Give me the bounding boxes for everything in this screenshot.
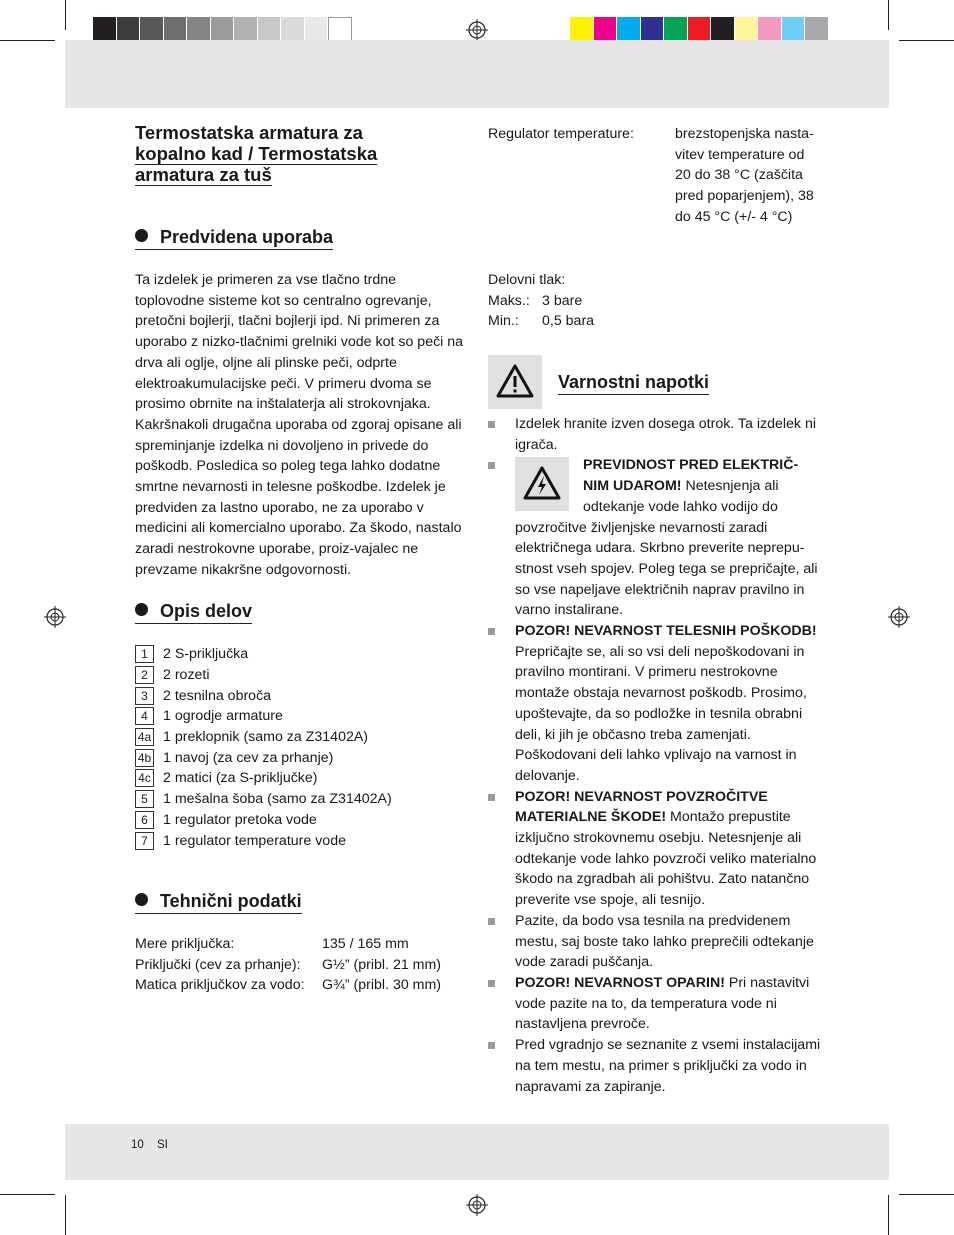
- color-swatch: [234, 17, 258, 42]
- bullet-square-icon: [488, 918, 495, 925]
- color-swatch: [782, 17, 806, 42]
- bullet-dot-icon: [135, 603, 148, 616]
- pressure-spec: [488, 270, 594, 332]
- bullet-square-icon: [488, 1042, 495, 1049]
- part-number: 1: [135, 645, 154, 663]
- page-number: 10: [131, 1139, 144, 1151]
- spec-label: Matica priključkov za vodo:: [135, 977, 305, 994]
- registration-mark-icon: [466, 19, 488, 41]
- crop-mark: [65, 0, 66, 30]
- registration-mark-icon: [44, 606, 66, 628]
- list-item: [135, 747, 392, 768]
- tech-table: [135, 934, 441, 996]
- crop-mark: [0, 40, 55, 41]
- crop-mark: [888, 0, 889, 30]
- section-heading-safety: Varnostni napotki: [558, 371, 709, 395]
- bullet-dot-icon: [135, 229, 148, 242]
- language-code: SI: [157, 1139, 168, 1151]
- list-item: POZOR! NEVARNOST OPARIN! Pri nastavitvi vode pazite na to, da temperatura vode ni nastavljena prevroče.: [488, 973, 822, 1035]
- list-item: [135, 706, 392, 727]
- list-item: Izdelek hranite izven dosega otrok. Ta izdelek ni igrača.: [488, 414, 822, 455]
- max-value: 3 bare: [542, 292, 583, 309]
- color-swatch: [664, 17, 688, 42]
- part-label: 2 rozeti: [163, 667, 210, 684]
- part-label: 1 regulator pretoka vode: [163, 811, 317, 828]
- color-swatch: [570, 17, 594, 42]
- part-number: 3: [135, 687, 154, 705]
- crop-mark: [888, 1195, 889, 1235]
- document-title: [135, 122, 465, 185]
- bullet-square-icon: [488, 794, 495, 801]
- color-swatch: [187, 17, 211, 42]
- part-label: 1 regulator temperature vode: [163, 832, 346, 849]
- color-swatch: [711, 17, 735, 42]
- part-number: 4a: [135, 728, 154, 746]
- list-item: [135, 789, 392, 810]
- bullet-square-icon: [488, 421, 495, 428]
- bullet-dot-icon: [135, 893, 148, 906]
- spec-value: 135 / 165 mm: [322, 936, 409, 952]
- color-swatch: [117, 17, 141, 42]
- regulator-label: Regulator temperature:: [488, 126, 634, 142]
- color-swatch: [140, 17, 164, 42]
- spec-value: G¾” (pribl. 30 mm): [322, 977, 442, 994]
- part-label: 1 mešalna šoba (samo za Z31402A): [163, 791, 392, 808]
- list-item: [135, 685, 392, 706]
- crop-mark: [899, 40, 954, 41]
- process-color-bar: [570, 17, 829, 42]
- title-line: armatura za tuš: [135, 164, 272, 185]
- title-line: kopalno kad / Termostatska: [135, 143, 378, 164]
- parts-list: [135, 644, 392, 851]
- color-swatch: [164, 17, 188, 42]
- part-number: 6: [135, 811, 154, 829]
- color-swatch: [93, 17, 117, 42]
- list-item: [135, 810, 392, 831]
- color-swatch: [688, 17, 712, 42]
- list-item: Pazite, da bodo vsa tesnila na predvidenem mestu, saj boste tako lahko preprečili odtekanje vode zaradi puščanja.: [488, 911, 822, 973]
- spec-value: G½” (pribl. 21 mm): [322, 956, 442, 973]
- electric-warning-box: [515, 457, 569, 511]
- part-label: 2 S-priključka: [163, 646, 249, 663]
- list-item: [135, 644, 392, 665]
- list-item: [135, 768, 392, 789]
- spec-label: Mere priključka:: [135, 936, 235, 952]
- list-item: [135, 665, 392, 686]
- color-swatch: [281, 17, 305, 42]
- color-swatch: [805, 17, 829, 42]
- safety-list: [488, 414, 822, 1097]
- list-item: PREVIDNOST PRED ELEKTRIČ-NIM UDAROM! Netesnjenja ali odtekanje vode lahko vodijo do povzročitve življenjske nevarnosti zaradi električnega udara. Skrbno preverite neprepu-stnost vseh spojev. Poleg tega se prepričajte, ali so vse napeljave električnih naprav pravilno in varno instalirane.: [488, 455, 822, 621]
- color-swatch: [258, 17, 282, 42]
- warning-box: [488, 355, 542, 409]
- bullet-square-icon: [488, 628, 495, 635]
- bullet-square-icon: [488, 462, 495, 469]
- section-heading-tech: Tehnični podatki: [135, 890, 302, 914]
- list-item: [135, 830, 392, 851]
- bullet-square-icon: [488, 980, 495, 987]
- part-number: 5: [135, 790, 154, 808]
- part-label: 1 preklopnik (samo za Z31402A): [163, 729, 369, 746]
- color-swatch: [211, 17, 235, 42]
- gray-color-bar: [93, 17, 352, 42]
- part-number: 2: [135, 666, 154, 684]
- header-band: [65, 40, 889, 108]
- min-value: 0,5 bara: [542, 313, 595, 330]
- list-item: [135, 727, 392, 748]
- registration-mark-icon: [466, 1194, 488, 1216]
- pressure-label: Delovni tlak:: [488, 272, 566, 288]
- part-number: 4c: [135, 769, 154, 787]
- table-row: [135, 955, 441, 976]
- color-swatch: [594, 17, 618, 42]
- spec-label: Priključki (cev za prhanje):: [135, 956, 301, 973]
- part-number: 4: [135, 707, 154, 725]
- part-label: 2 tesnilna obroča: [163, 687, 272, 704]
- warning-triangle-icon: [488, 355, 542, 409]
- registration-mark-icon: [888, 606, 910, 628]
- color-swatch: [641, 17, 665, 42]
- page-footer: [131, 1139, 168, 1151]
- intended-use-text: Ta izdelek je primeren za vse tlačno trdne toplovodne sisteme kot so centralno ogrevanje, pretočni bojlerji, tlačni bojlerji ipd. Ni primeren za uporabo z nizko-tlačnimi grelniki vode kot so peči na drva ali oglje, oljne ali plinske peči, odprte elektroakumulacijske peči. V primeru dvoma se prosimo obrnite na inštalaterja ali strokovnjaka. Kakršnakoli drugačna uporaba od zgoraj opisane ali spreminjanje izdelka ni dovoljeno in privede do poškodb. Posledica so poleg tega lahko dodatne smrtne nevarnosti in telesne poškodbe. Izdelek je predviden za lastno uporabo, ne za uporabo v medicini ali komercialno uporabo. Za škodo, nastalo zaradi nestrokovne uporabe, proiz-vajalec ne prevzame nikakršne odgovornosti.: [135, 272, 464, 578]
- color-swatch: [617, 17, 641, 42]
- color-swatch: [328, 17, 352, 42]
- color-swatch: [735, 17, 759, 42]
- crop-mark: [899, 1194, 954, 1195]
- color-swatch: [305, 17, 329, 42]
- regulator-value: brezstopenjska nasta-vitev temperature od 20 do 38 °C (zaščita pred poparjenjem), 38 do 45 °C (+/- 4 °C): [675, 126, 814, 225]
- color-swatch: [758, 17, 782, 42]
- table-row: [135, 975, 441, 996]
- part-number: 4b: [135, 749, 154, 767]
- table-row: [135, 934, 441, 955]
- part-label: 2 matici (za S-priključke): [163, 770, 318, 787]
- list-item: Pred vgradnjo se seznanite z vsemi instalacijami na tem mestu, na primer s priključki za vodo in napravami za zapiranje.: [488, 1035, 822, 1097]
- min-label: Min.:: [488, 313, 519, 330]
- max-label: Maks.:: [488, 292, 530, 309]
- footer-band: [65, 1124, 889, 1180]
- part-label: 1 navoj (za cev za prhanje): [163, 749, 334, 766]
- part-label: 1 ogrodje armature: [163, 708, 283, 725]
- list-item: POZOR! NEVARNOST TELESNIH POŠKODB! Prepričajte se, ali so vsi deli nepoškodovani in pravilno montirani. V primeru nestrokovne montaže obstaja nevarnost poškodb. Prosimo, upoštevajte, da so podložke in tesnila obrabni deli, ki jih je občasno treba zamenjati. Poškodovani deli lahko vplivajo na varnost in delovanje.: [488, 621, 822, 787]
- list-item: POZOR! NEVARNOST POVZROČITVE MATERIALNE ŠKODE! Montažo prepustite izključno strokovnemu osebju. Netesnjenje ali odtekanje vode lahko povzroči veliko materialno škodo na zgradbah ali pohištvu. Zato natančno preverite vse spoje, ali tesnijo.: [488, 787, 822, 911]
- electric-hazard-icon: [515, 457, 569, 511]
- section-heading-intended-use: Predvidena uporaba: [135, 226, 333, 250]
- title-line: Termostatska armatura za: [135, 122, 363, 143]
- section-heading-parts: Opis delov: [135, 600, 252, 624]
- regulator-spec: [488, 124, 820, 228]
- crop-mark: [65, 1195, 66, 1235]
- crop-mark: [0, 1194, 55, 1195]
- part-number: 7: [135, 832, 154, 850]
